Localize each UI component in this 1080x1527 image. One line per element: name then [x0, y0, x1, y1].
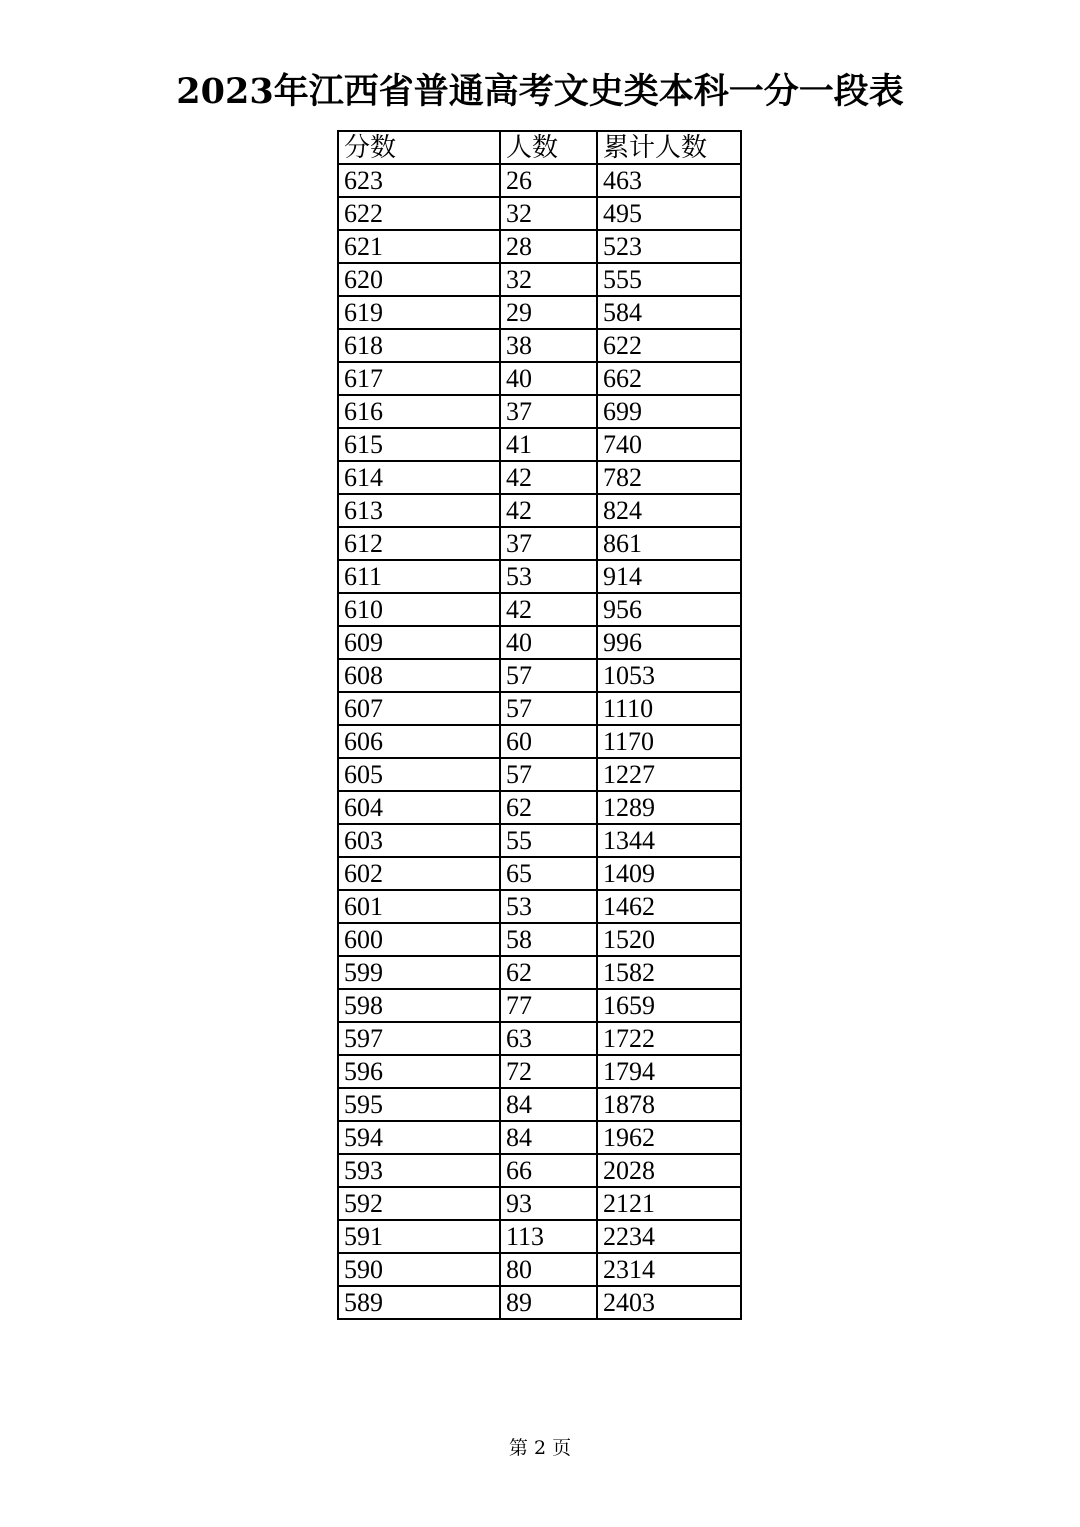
table-row — [338, 758, 741, 791]
cell-score: 590 — [338, 1253, 500, 1286]
cell-count: 80 — [500, 1253, 597, 1286]
table-row — [338, 824, 741, 857]
table-row — [338, 1088, 741, 1121]
cell-count: 53 — [500, 890, 597, 923]
cell-cumulative: 824 — [597, 494, 741, 527]
cell-score: 618 — [338, 329, 500, 362]
cell-cumulative: 2403 — [597, 1286, 741, 1319]
table-row — [338, 527, 741, 560]
cell-cumulative: 2121 — [597, 1187, 741, 1220]
cell-score: 616 — [338, 395, 500, 428]
page-title: 2023年江西省普通高考文史类本科一分一段表 — [176, 71, 904, 112]
cell-score: 614 — [338, 461, 500, 494]
table-row — [338, 989, 741, 1022]
cell-cumulative: 662 — [597, 362, 741, 395]
cell-score: 619 — [338, 296, 500, 329]
cell-score: 620 — [338, 263, 500, 296]
cell-score: 606 — [338, 725, 500, 758]
cell-count: 84 — [500, 1121, 597, 1154]
cell-count: 113 — [500, 1220, 597, 1253]
cell-cumulative: 1962 — [597, 1121, 741, 1154]
cell-score: 604 — [338, 791, 500, 824]
cell-cumulative: 1794 — [597, 1055, 741, 1088]
cell-cumulative: 861 — [597, 527, 741, 560]
table-row — [338, 1154, 741, 1187]
header-cumulative: 累计人数 — [597, 131, 741, 164]
cell-cumulative: 699 — [597, 395, 741, 428]
cell-score: 622 — [338, 197, 500, 230]
cell-score: 608 — [338, 659, 500, 692]
cell-score: 595 — [338, 1088, 500, 1121]
cell-cumulative: 555 — [597, 263, 741, 296]
cell-score: 610 — [338, 593, 500, 626]
cell-count: 37 — [500, 395, 597, 428]
cell-count: 58 — [500, 923, 597, 956]
cell-score: 589 — [338, 1286, 500, 1319]
table-row — [338, 1121, 741, 1154]
cell-cumulative: 622 — [597, 329, 741, 362]
cell-cumulative: 996 — [597, 626, 741, 659]
cell-score: 605 — [338, 758, 500, 791]
cell-count: 32 — [500, 197, 597, 230]
cell-cumulative: 2028 — [597, 1154, 741, 1187]
cell-count: 60 — [500, 725, 597, 758]
cell-score: 600 — [338, 923, 500, 956]
cell-count: 40 — [500, 362, 597, 395]
cell-cumulative: 2234 — [597, 1220, 741, 1253]
cell-count: 40 — [500, 626, 597, 659]
cell-cumulative: 1344 — [597, 824, 741, 857]
cell-score: 598 — [338, 989, 500, 1022]
cell-cumulative: 1659 — [597, 989, 741, 1022]
cell-score: 591 — [338, 1220, 500, 1253]
cell-cumulative: 1170 — [597, 725, 741, 758]
cell-cumulative: 2314 — [597, 1253, 741, 1286]
cell-score: 612 — [338, 527, 500, 560]
cell-cumulative: 1110 — [597, 692, 741, 725]
table-row — [338, 263, 741, 296]
table-row — [338, 296, 741, 329]
cell-score: 593 — [338, 1154, 500, 1187]
table-row — [338, 1220, 741, 1253]
table-row — [338, 461, 741, 494]
cell-count: 53 — [500, 560, 597, 593]
cell-score: 603 — [338, 824, 500, 857]
table-row — [338, 692, 741, 725]
cell-cumulative: 956 — [597, 593, 741, 626]
table-row — [338, 362, 741, 395]
cell-cumulative: 914 — [597, 560, 741, 593]
cell-score: 621 — [338, 230, 500, 263]
header-count: 人数 — [500, 131, 597, 164]
cell-cumulative: 1462 — [597, 890, 741, 923]
cell-count: 57 — [500, 692, 597, 725]
cell-cumulative: 1878 — [597, 1088, 741, 1121]
cell-cumulative: 1289 — [597, 791, 741, 824]
cell-count: 32 — [500, 263, 597, 296]
score-distribution-table — [337, 130, 742, 1320]
cell-score: 617 — [338, 362, 500, 395]
cell-cumulative: 782 — [597, 461, 741, 494]
cell-count: 26 — [500, 164, 597, 197]
cell-cumulative: 1582 — [597, 956, 741, 989]
table-row — [338, 1286, 741, 1319]
cell-score: 601 — [338, 890, 500, 923]
cell-count: 42 — [500, 593, 597, 626]
cell-count: 41 — [500, 428, 597, 461]
table-row — [338, 230, 741, 263]
cell-cumulative: 463 — [597, 164, 741, 197]
cell-count: 65 — [500, 857, 597, 890]
cell-count: 89 — [500, 1286, 597, 1319]
cell-score: 615 — [338, 428, 500, 461]
table-row — [338, 560, 741, 593]
cell-count: 66 — [500, 1154, 597, 1187]
table-row — [338, 1022, 741, 1055]
cell-score: 623 — [338, 164, 500, 197]
table-body — [338, 164, 741, 1319]
table-row — [338, 1253, 741, 1286]
table-row — [338, 791, 741, 824]
cell-score: 602 — [338, 857, 500, 890]
cell-count: 72 — [500, 1055, 597, 1088]
cell-count: 63 — [500, 1022, 597, 1055]
cell-score: 609 — [338, 626, 500, 659]
table-row — [338, 725, 741, 758]
table-row — [338, 494, 741, 527]
cell-score: 607 — [338, 692, 500, 725]
table-row — [338, 593, 741, 626]
cell-count: 57 — [500, 659, 597, 692]
cell-score: 596 — [338, 1055, 500, 1088]
page-number: 第 2 页 — [508, 1437, 572, 1459]
cell-count: 38 — [500, 329, 597, 362]
cell-cumulative: 1520 — [597, 923, 741, 956]
cell-count: 62 — [500, 956, 597, 989]
cell-cumulative: 523 — [597, 230, 741, 263]
cell-count: 93 — [500, 1187, 597, 1220]
table-row — [338, 857, 741, 890]
cell-score: 597 — [338, 1022, 500, 1055]
cell-cumulative: 740 — [597, 428, 741, 461]
cell-cumulative: 1227 — [597, 758, 741, 791]
cell-count: 84 — [500, 1088, 597, 1121]
table-row — [338, 923, 741, 956]
cell-cumulative: 584 — [597, 296, 741, 329]
cell-count: 28 — [500, 230, 597, 263]
cell-cumulative: 495 — [597, 197, 741, 230]
cell-count: 55 — [500, 824, 597, 857]
cell-cumulative: 1053 — [597, 659, 741, 692]
table-row — [338, 197, 741, 230]
header-score: 分数 — [338, 131, 500, 164]
cell-score: 611 — [338, 560, 500, 593]
table-row — [338, 659, 741, 692]
table-row — [338, 956, 741, 989]
table-row — [338, 395, 741, 428]
cell-score: 592 — [338, 1187, 500, 1220]
cell-count: 29 — [500, 296, 597, 329]
cell-score: 613 — [338, 494, 500, 527]
cell-cumulative: 1722 — [597, 1022, 741, 1055]
table-row — [338, 1187, 741, 1220]
cell-score: 594 — [338, 1121, 500, 1154]
cell-count: 77 — [500, 989, 597, 1022]
table-row — [338, 164, 741, 197]
cell-count: 37 — [500, 527, 597, 560]
cell-count: 62 — [500, 791, 597, 824]
table-row — [338, 890, 741, 923]
table-row — [338, 626, 741, 659]
table-row — [338, 428, 741, 461]
table-header-row — [338, 131, 741, 164]
table-row — [338, 329, 741, 362]
cell-count: 57 — [500, 758, 597, 791]
cell-count: 42 — [500, 494, 597, 527]
cell-count: 42 — [500, 461, 597, 494]
table-row — [338, 1055, 741, 1088]
cell-score: 599 — [338, 956, 500, 989]
cell-cumulative: 1409 — [597, 857, 741, 890]
